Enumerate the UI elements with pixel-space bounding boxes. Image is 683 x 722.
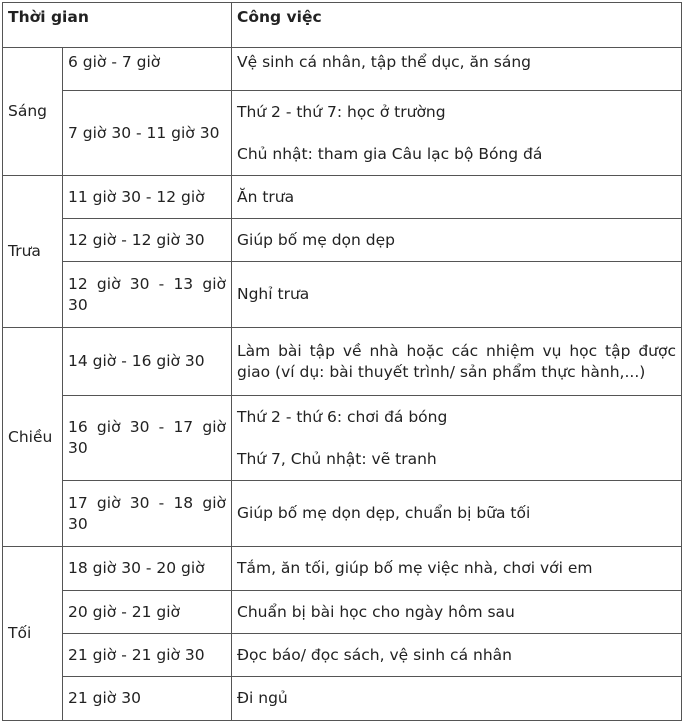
table-row (3, 91, 682, 176)
task-cell: Giúp bố mẹ dọn dẹp (232, 219, 682, 262)
table-row (3, 262, 682, 328)
period-evening: Tối (3, 547, 63, 721)
table-row (3, 219, 682, 262)
task-cell: Nghỉ trưa (232, 262, 682, 328)
time-cell: 17 giờ 30 - 18 giờ 30 (63, 481, 232, 547)
time-cell: 7 giờ 30 - 11 giờ 30 (63, 91, 232, 176)
task-line: Chủ nhật: tham gia Câu lạc bộ Bóng đá (237, 144, 543, 163)
time-cell: 12 giờ 30 - 13 giờ 30 (63, 262, 232, 328)
table-row (3, 396, 682, 481)
table-row (3, 677, 682, 721)
task-cell: Giúp bố mẹ dọn dẹp, chuẩn bị bữa tối (232, 481, 682, 547)
schedule-table (2, 2, 682, 721)
task-cell: Đi ngủ (232, 677, 682, 721)
time-cell: 16 giờ 30 - 17 giờ 30 (63, 396, 232, 481)
table-row (3, 48, 682, 91)
task-cell: Chuẩn bị bài học cho ngày hôm sau (232, 591, 682, 634)
task-cell (232, 396, 682, 481)
table-row (3, 328, 682, 396)
task-cell: Vệ sinh cá nhân, tập thể dục, ăn sáng (232, 48, 682, 91)
task-cell (232, 91, 682, 176)
task-cell: Tắm, ăn tối, giúp bố mẹ việc nhà, chơi với em (232, 547, 682, 591)
task-cell: Ăn trưa (232, 176, 682, 219)
task-cell: Làm bài tập về nhà hoặc các nhiệm vụ học tập được giao (ví dụ: bài thuyết trình/ sản phẩm thực hành,...) (232, 328, 682, 396)
time-cell: 12 giờ - 12 giờ 30 (63, 219, 232, 262)
time-cell: 11 giờ 30 - 12 giờ (63, 176, 232, 219)
task-line: Thứ 2 - thứ 6: chơi đá bóng (237, 407, 448, 426)
time-cell: 14 giờ - 16 giờ 30 (63, 328, 232, 396)
table-row (3, 547, 682, 591)
time-cell: 6 giờ - 7 giờ (63, 48, 232, 91)
task-line: Thứ 2 - thứ 7: học ở trường (237, 102, 446, 121)
header-task: Công việc (232, 3, 682, 48)
period-morning: Sáng (3, 48, 63, 176)
table-row (3, 176, 682, 219)
task-cell: Đọc báo/ đọc sách, vệ sinh cá nhân (232, 634, 682, 677)
period-noon: Trưa (3, 176, 63, 328)
time-cell: 21 giờ 30 (63, 677, 232, 721)
table-row (3, 591, 682, 634)
task-line: Thứ 7, Chủ nhật: vẽ tranh (237, 449, 437, 468)
table-row (3, 481, 682, 547)
time-cell: 18 giờ 30 - 20 giờ (63, 547, 232, 591)
time-cell: 21 giờ - 21 giờ 30 (63, 634, 232, 677)
time-cell: 20 giờ - 21 giờ (63, 591, 232, 634)
period-afternoon: Chiều (3, 328, 63, 547)
header-time: Thời gian (3, 3, 232, 48)
header-row (3, 3, 682, 48)
table-row (3, 634, 682, 677)
